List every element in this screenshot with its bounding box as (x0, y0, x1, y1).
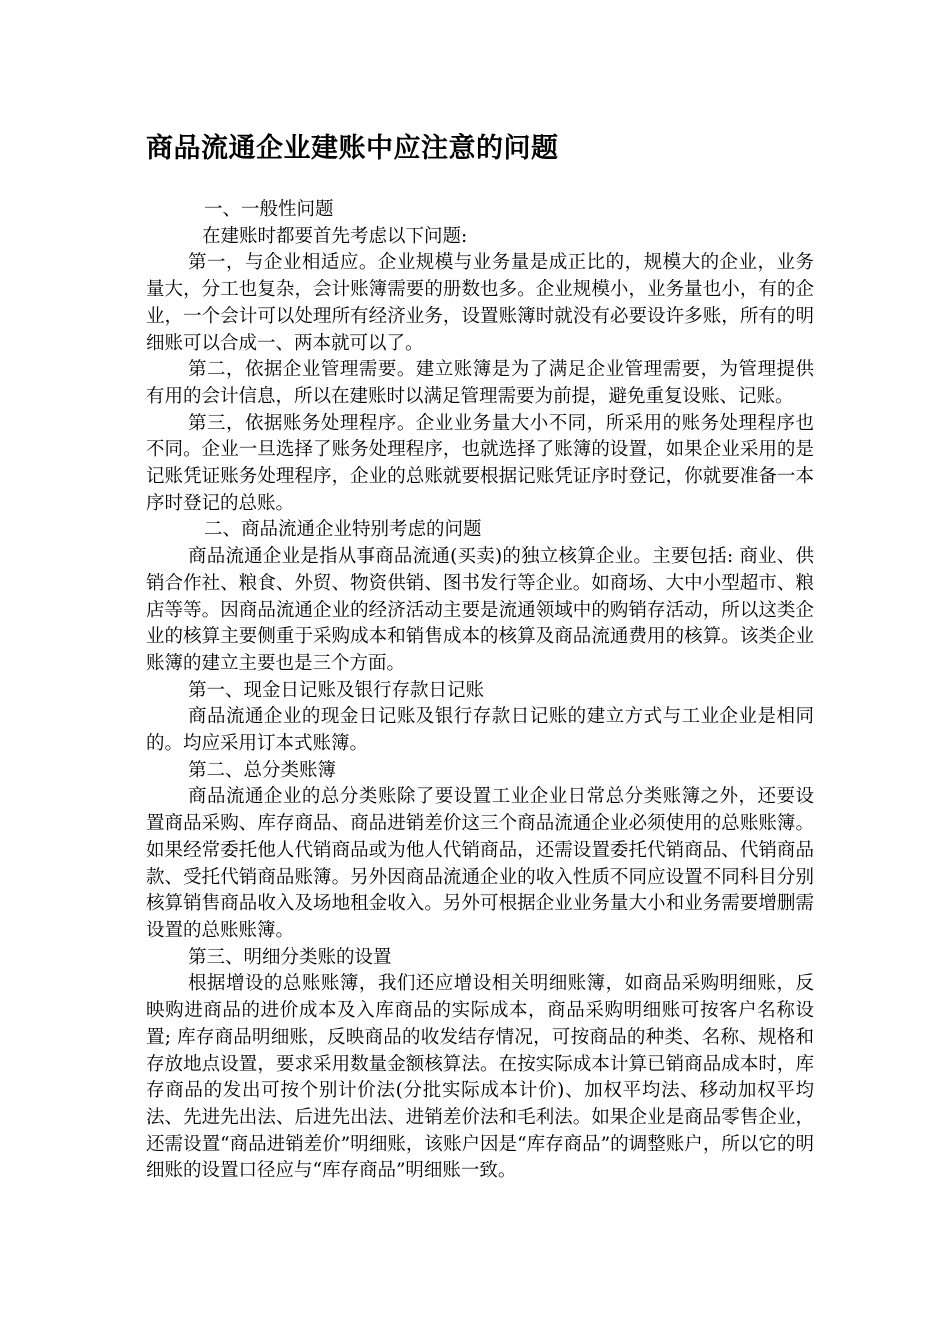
subheading-general-ledger: 第二、总分类账簿 (188, 759, 337, 781)
subheading-subsidiary-ledger: 第三、明细分类账的设置 (188, 946, 392, 968)
paragraph-first-point: 第一，与企业相适应。企业规模与业务量是成正比的，规模大的企业，业务量大，分工也复杂，会计账簿需要的册数也多。企业规模小，业务量也小，有的企业，一个会计可以处理所有经济业务，设置账簿时就没有必要设许多账，所有的明细账可以合成一、两本就可以了。 (146, 252, 814, 354)
document-body (146, 197, 814, 1185)
paragraph-third-point: 第三，依据账务处理程序。企业业务量大小不同，所采用的账务处理程序也不同。企业一旦选择了账务处理程序，也就选择了账簿的设置，如果企业采用的是记账凭证账务处理程序，企业的总账就要根据记账凭证序时登记，你就要准备一本序时登记的总账。 (146, 412, 814, 514)
section-heading-general: 一、一般性问题 (204, 199, 334, 220)
paragraph-cash-journal: 商品流通企业的现金日记账及银行存款日记账的建立方式与工业企业是相同的。均应采用订本式账簿。 (146, 706, 814, 755)
intro-paragraph: 在建账时都要首先考虑以下问题: (202, 225, 468, 247)
paragraph-definition: 商品流通企业是指从事商品流通(买卖)的独立核算企业。主要包括: 商业、供销合作社、粮食、外贸、物资供销、图书发行等企业。如商场、大中小型超市、粮店等等。因商品流通企业的经济活动主要是流通领域中的购销存活动，所以这类企业的核算主要侧重于采购成本和销售成本的核算及商品流通费用的核算。该类企业账簿的建立主要也是三个方面。 (146, 546, 814, 674)
subheading-cash-journal: 第一、现金日记账及银行存款日记账 (188, 679, 485, 701)
section-heading-special: 二、商品流通企业特别考虑的问题 (204, 519, 482, 541)
page-title: 商品流通企业建账中应注意的问题 (146, 133, 559, 164)
paragraph-second-point: 第二，依据企业管理需要。建立账簿是为了满足企业管理需要，为管理提供有用的会计信息，所以在建账时以满足管理需要为前提，避免重复设账、记账。 (146, 359, 814, 407)
paragraph-subsidiary-ledger: 根据增设的总账账簿，我们还应增设相关明细账簿，如商品采购明细账，反映购进商品的进价成本及入库商品的实际成本，商品采购明细账可按客户名称设置; 库存商品明细账，反映商品的收发结存情况，可按商品的种类、名称、规格和存放地点设置，要求采用数量金额核算法。在按实际成本计算已销商品成本时，库存商品的发出可按个别计价法(分批实际成本计价)、加权平均法、移动加权平均法、先进先出法、后进先出法、进销差价法和毛利法。如果企业是商品零售企业，还需设置“商品进销差价”明细账，该账户因是“库存商品”的调整账户，所以它的明细账的设置口径应与“库存商品”明细账一致。 (146, 973, 814, 1182)
paragraph-general-ledger: 商品流通企业的总分类账除了要设置工业企业日常总分类账簿之外，还要设置商品采购、库存商品、商品进销差价这三个商品流通企业必须使用的总账账簿。如果经常委托他人代销商品或为他人代销商品，还需设置委托代销商品、代销商品款、受托代销商品账簿。另外因商品流通企业的收入性质不同应设置不同科目分别核算销售商品收入及场地租金收入。另外可根据企业业务量大小和业务需要增删需设置的总账账簿。 (146, 786, 814, 941)
